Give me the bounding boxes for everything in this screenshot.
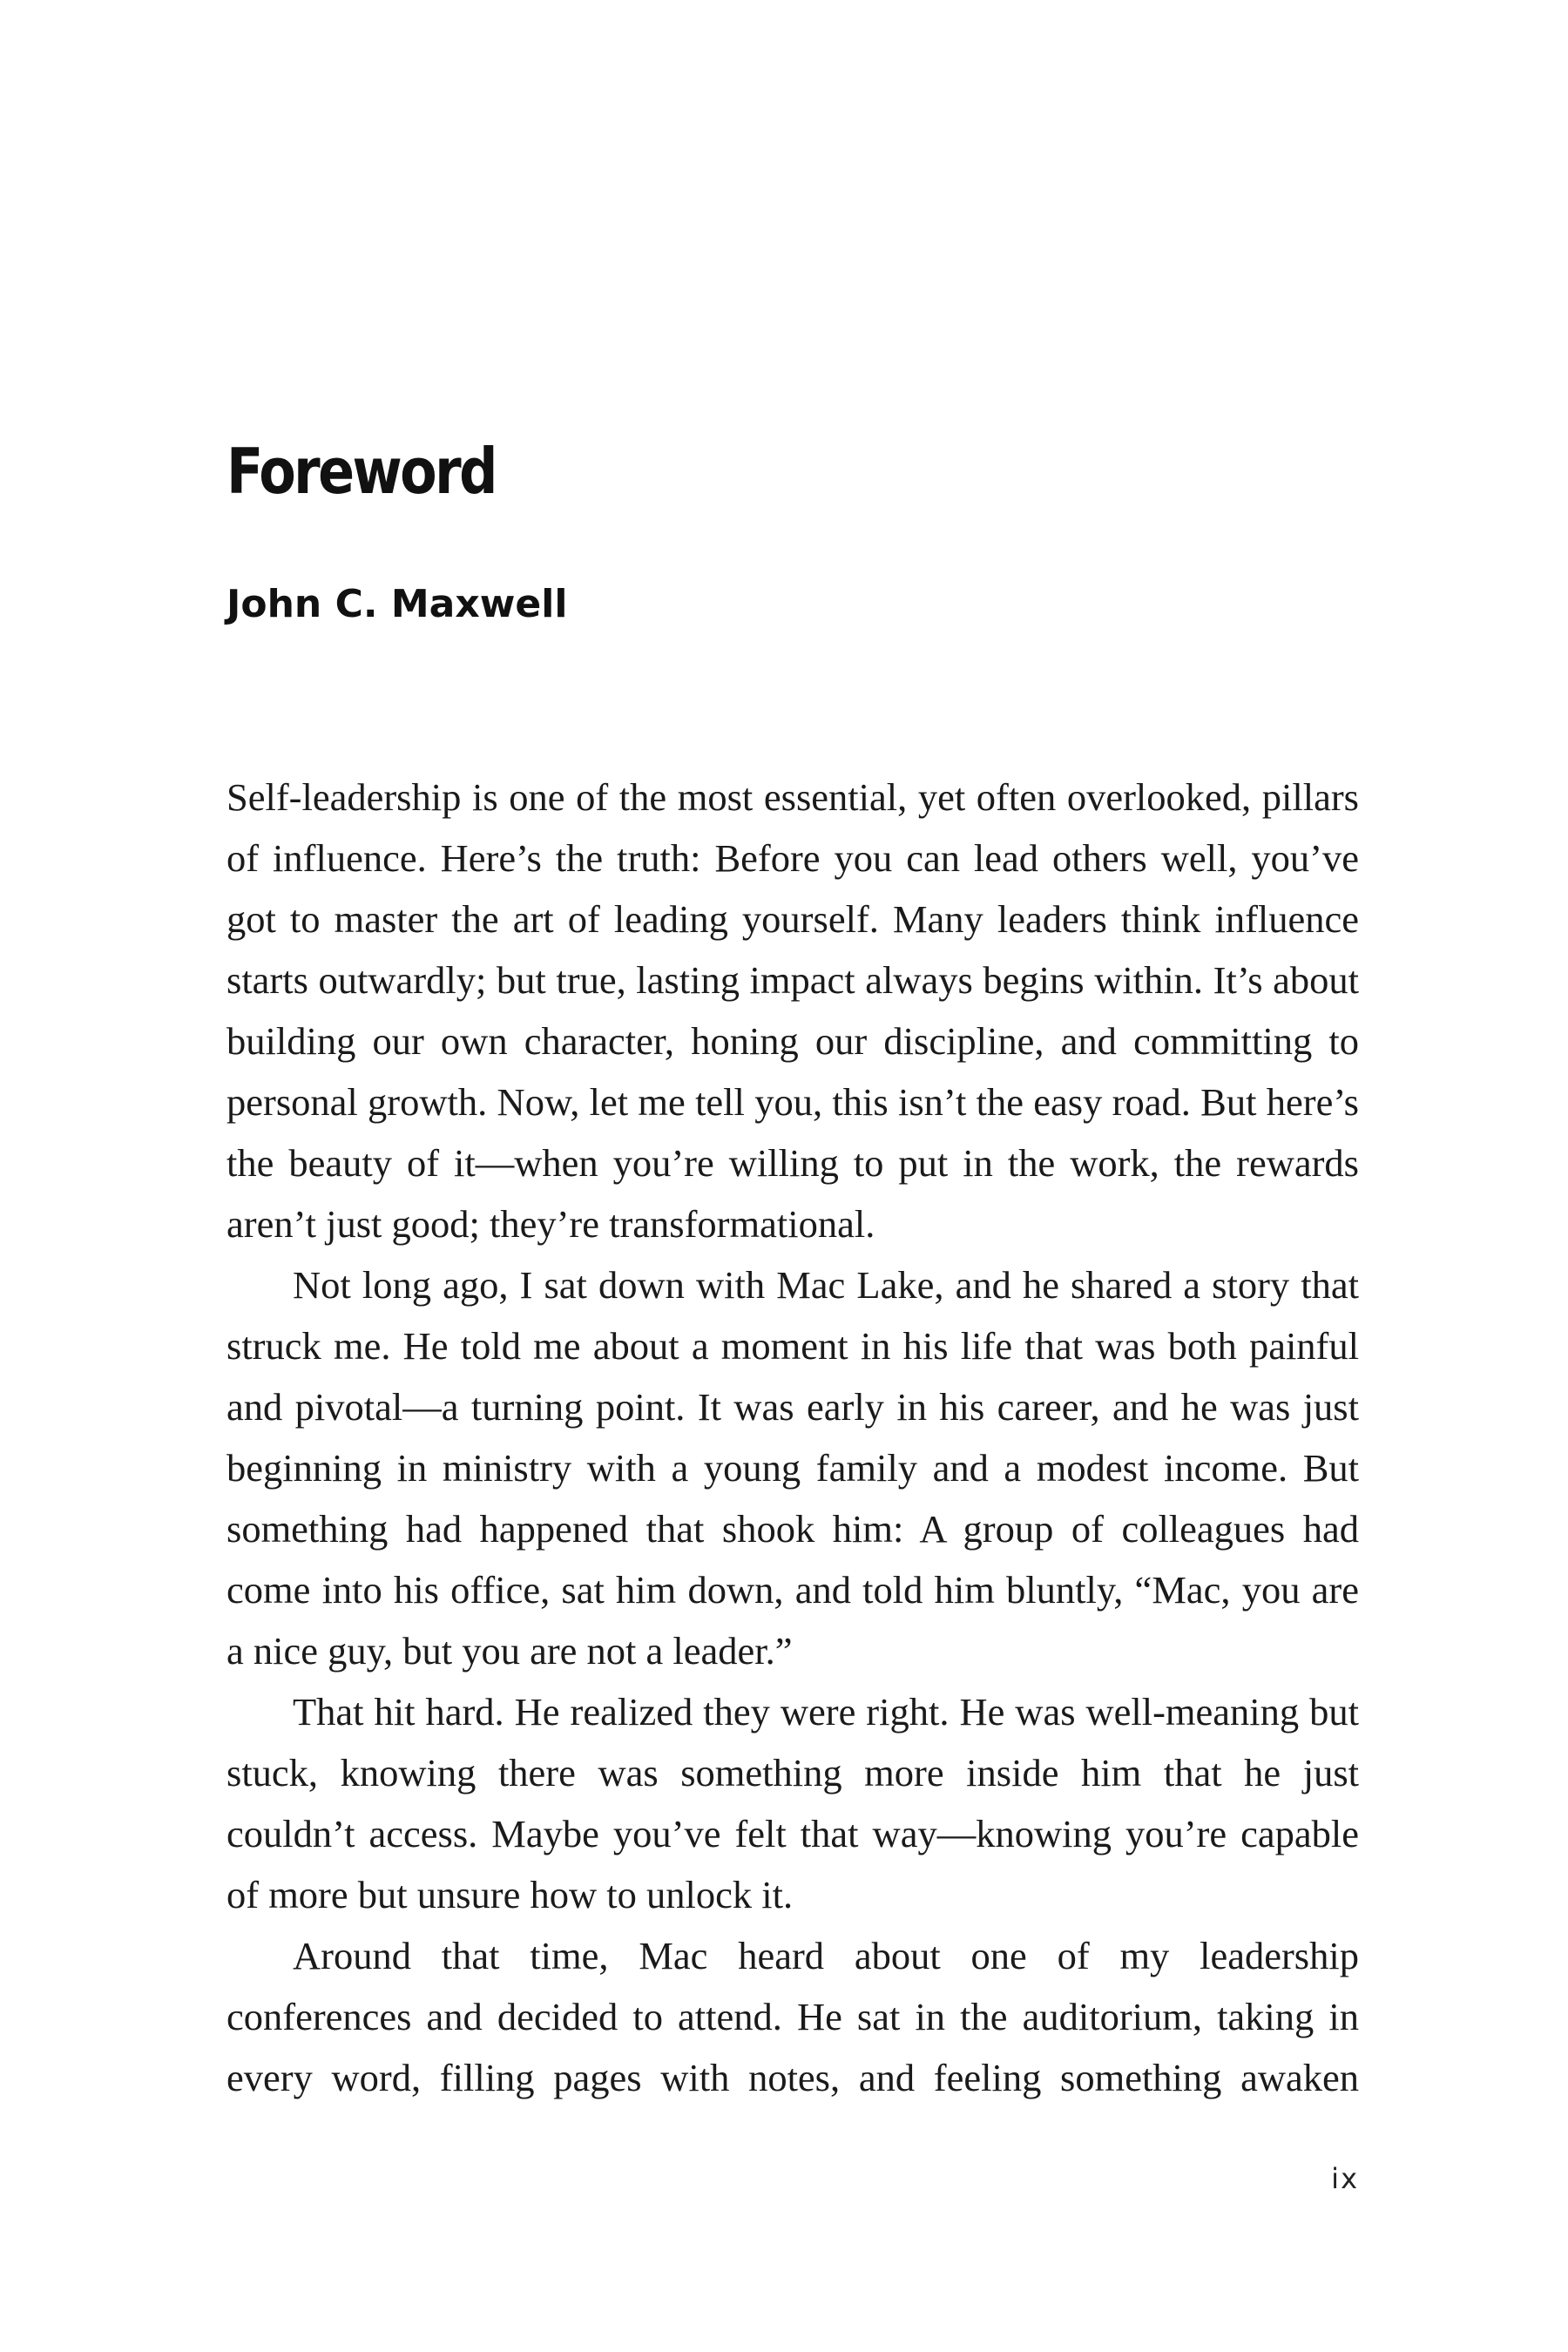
page-number: ix	[1331, 2162, 1359, 2195]
chapter-title: Foreword	[226, 435, 496, 508]
body-text	[226, 767, 1359, 2108]
paragraph-4: Around that time, Mac heard about one of my leadership conferences and decided to attend. He sat in the auditorium, taking in every word, filling pages with notes, and feeling something awaken	[226, 1934, 1359, 2099]
paragraph-3: That hit hard. He realized they were right. He was well-meaning but stuck, knowing there was something more inside him that he just couldn’t access. Maybe you’ve felt that way—knowing you’re capable of more but unsure how to unlock it.	[226, 1690, 1359, 1916]
author-name: John C. Maxwell	[226, 582, 568, 626]
paragraph-1: Self-leadership is one of the most essential, yet often overlooked, pillars of influence. Here’s the truth: Before you can lead others well, you’ve got to master the art of leading yourself. Many leaders think influence starts outwardly; but true, lasting impact always begins within. It’s about building our own character, honing our discipline, and committing to personal growth. Now, let me tell you, this isn’t the easy road. But here’s the beauty of it—when you’re willing to put in the work, the rewards aren’t just good; they’re transformational.	[226, 775, 1359, 1246]
paragraph-2: Not long ago, I sat down with Mac Lake, and he shared a story that struck me. He told me about a moment in his life that was both painful and pivotal—a turning point. It was early in his career, and he was just beginning in ministry with a young family and a modest income. But something had happened that shook him: A group of colleagues had come into his office, sat him down, and told him bluntly, “Mac, you are a nice guy, but you are not a leader.”	[226, 1263, 1359, 1673]
